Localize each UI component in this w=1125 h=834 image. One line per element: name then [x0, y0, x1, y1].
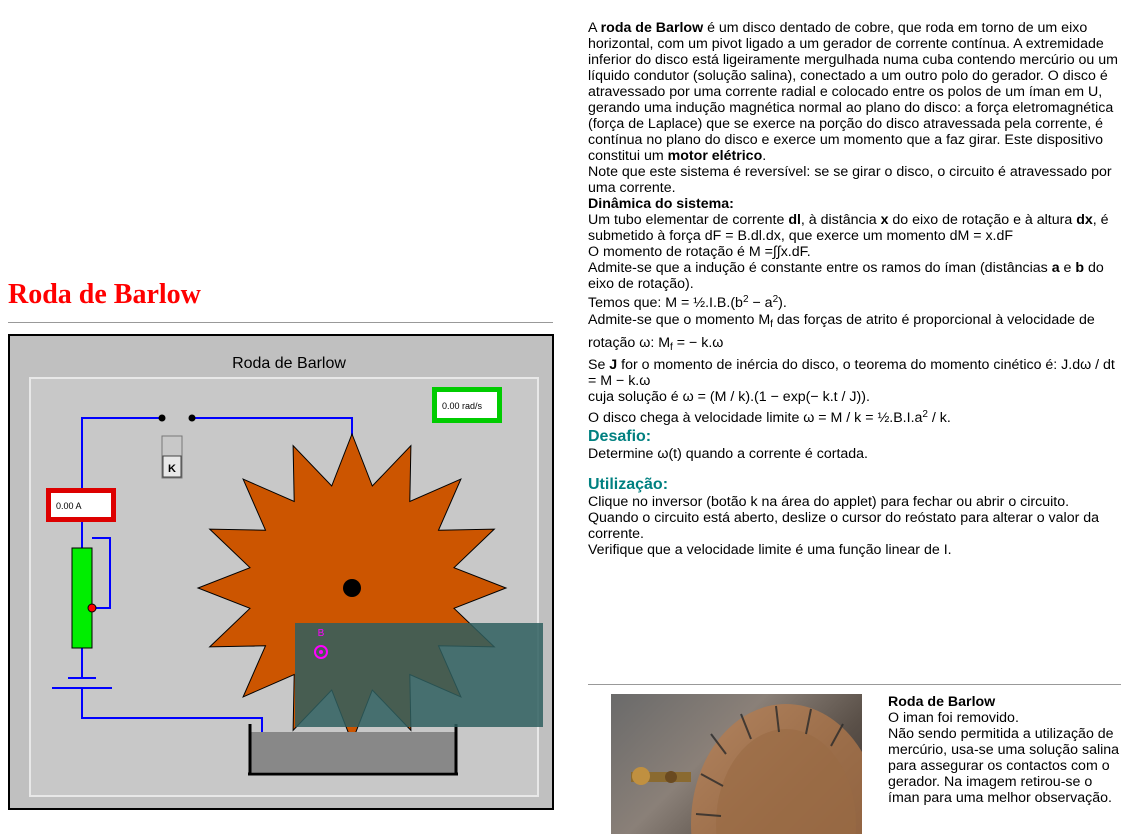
barlow-wheel-photo — [611, 694, 862, 834]
speed-value: 0.00 rad/s — [442, 401, 483, 411]
caption-title: Roda de Barlow — [888, 694, 996, 710]
moment-paragraph: O momento de rotação é M =∫∫x.dF. — [588, 244, 811, 260]
heading-divider — [8, 322, 553, 323]
switch-contact-left — [159, 415, 166, 422]
photo-caption — [888, 694, 1124, 806]
dynamics-heading: Dinâmica do sistema: — [588, 196, 734, 212]
description-column — [588, 20, 1121, 558]
usage-step-3: Verifique que a velocidade limite é uma função linear de I. — [588, 542, 952, 558]
intro-paragraph: A roda de Barlow é um disco dentado de cobre, que roda em torno de um eixo horizontal, com um pivot ligado a um gerador de corrente contínua. A extremidade inferior do disco está ligeiramente mergulhada numa cuba contendo mercúrio ou um líquido condutor (solução salina), conectado a um outro polo do gerador. O disco é atravessado por uma corrente radial e colocado entre os polos de um íman em U, gerando uma indução magnética normal ao plano do disco: a força eletromagnética (força de Laplace) que se exerce na porção do disco atravessada pela corrente, é contínua no plano do disco e exerce um momento que a faz girar. Este dispositivo constitui um motor elétrico. — [588, 20, 1118, 164]
usage-heading: Utilização: — [588, 476, 669, 493]
photo-divider — [588, 684, 1121, 685]
disk-axle — [343, 579, 361, 597]
current-tube-paragraph: Um tubo elementar de corrente dl, à distância x do eixo de rotação e à altura dx, é submetido à força dF = B.dl.dx, que exerce um momento dM = x.dF — [588, 212, 1109, 244]
field-b-label: B — [317, 628, 325, 639]
usage-step-1: Clique no inversor (botão k na área do applet) para fechar ou abrir o circuito. — [588, 494, 1070, 510]
ammeter-value: 0.00 A — [56, 501, 82, 511]
induction-paragraph: Admite-se que a indução é constante entre os ramos do íman (distâncias a e b do eixo de rotação). — [588, 260, 1104, 292]
electrolyte-tank — [250, 732, 456, 772]
challenge-heading: Desafio: — [588, 428, 652, 445]
barlow-applet[interactable] — [8, 334, 554, 810]
switch-k-label: K — [168, 463, 176, 475]
have-paragraph: Temos que: $M = \frac{1}{2}.I.B.(b^2 - a^2)$. — [588, 294, 787, 311]
rheostat-slider[interactable] — [88, 604, 96, 612]
switch-contact-right — [189, 415, 196, 422]
ammeter-display — [46, 488, 116, 522]
applet-canvas[interactable] — [10, 336, 552, 808]
rheostat — [72, 548, 92, 648]
solution-paragraph: cuja solução é ω = (M / k).(1 − exp(− k.t / J)). — [588, 389, 870, 405]
page-title: Roda de Barlow — [8, 279, 201, 310]
caption-line-1: O iman foi removido. — [888, 710, 1019, 726]
speed-display — [432, 387, 502, 423]
caption-line-2: Não sendo permitida a utilização de mercúrio, usa-se uma solução salina para assegurar os contactos com o gerador. Na imagem retirou-se o íman para uma melhor observação. — [888, 726, 1120, 806]
u-magnet — [295, 623, 543, 727]
friction-paragraph: Admite-se que o momento $M_f$ das forças de atrito é proporcional à velocidade de rotação ω: $M_f$ = − k.ω — [588, 312, 1095, 353]
usage-step-2: Quando o circuito está aberto, deslize o cursor do reóstato para alterar o valor da corrente. — [588, 510, 1100, 542]
applet-title: Roda de Barlow — [232, 355, 346, 372]
challenge-paragraph: Determine ω(t) quando a corrente é cortada. — [588, 446, 868, 462]
photo-illustration — [611, 694, 862, 834]
limit-paragraph: O disco chega à velocidade limite $\omega = M / k = \frac{1}{2}.B.I.a^2 / k$. — [588, 409, 951, 426]
switch-k-button[interactable] — [162, 436, 182, 478]
inertia-paragraph: Se J for o momento de inércia do disco, o teorema do momento cinético é: J.dω / dt = M − k.ω — [588, 357, 1115, 389]
reversible-paragraph: Note que este sistema é reversível: se se girar o disco, o circuito é atravessado por uma corrente. — [588, 164, 1112, 196]
